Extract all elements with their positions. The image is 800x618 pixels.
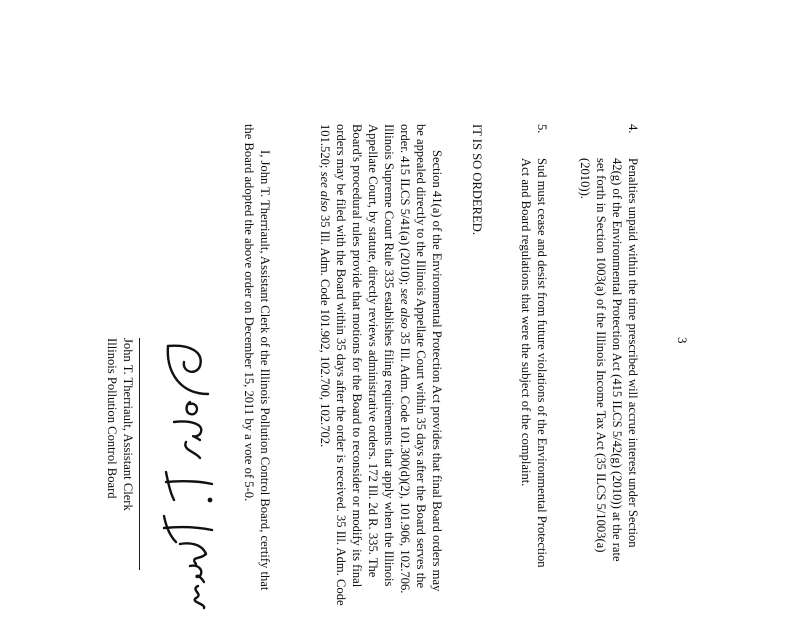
appeal-paragraph-line <box>396 124 412 593</box>
appeal-paragraph-line: Appellate Court, by statute, directly reviews administrative orders. 172 Ill. 2d R. 335. The <box>366 124 380 578</box>
page-number: 3 <box>675 337 690 344</box>
appeal-text: 35 Ill. Adm. Code 101.902, 102.700, 102.702. <box>318 211 332 448</box>
order-item-5-line: Act and Board regulations that were the subject of the complaint. <box>519 158 533 487</box>
so-ordered-heading: IT IS SO ORDERED. <box>470 124 484 236</box>
see-also-italic: see also <box>398 288 412 329</box>
appeal-text: 35 Ill. Adm. Code 101.300(d)(2), 101.906, 102.706. <box>398 328 412 594</box>
certification-line: the Board adopted the above order on December 15, 2011 by a vote of 5-0. <box>242 124 256 502</box>
appeal-paragraph-line: Illinois Supreme Court Rule 335 establishes filing requirements that apply when the Illinois <box>382 124 396 587</box>
signer-name-title: John T. Therriault, Assistant Clerk <box>121 338 135 511</box>
appeal-paragraph-line: orders may be filed with the Board within 35 days after the order is received. 35 Ill. Adm. Code <box>334 124 348 606</box>
order-item-4-line: set forth in Section 1003(a) of the Illinois Income Tax Act (35 ILCS 5/1003(a) <box>594 158 608 553</box>
appeal-text: 101.520; <box>318 124 332 172</box>
appeal-paragraph-line: Section 41(a) of the Environmental Protection Act provides that final Board orders may <box>430 150 444 592</box>
signer-organization: Illinois Pollution Control Board <box>105 338 119 499</box>
order-item-5-line: Sud must cease and desist from future violations of the Environmental Protection <box>535 158 549 568</box>
appeal-paragraph-line: Board's procedural rules provide that motions for the Board to reconsider or modify its final <box>350 124 364 588</box>
order-item-4-line: Penalties unpaid within the time prescribed will accrue interest under Section <box>626 158 640 548</box>
certification-line: I, John T. Therriault, Assistant Clerk of the Illinois Pollution Control Board, certify that <box>258 150 272 591</box>
appeal-paragraph-line <box>316 124 332 447</box>
order-item-4-number: 4. <box>626 124 640 134</box>
order-item-4-line: (2010)). <box>578 158 592 199</box>
order-item-4-line: 42(g) of the Environmental Protection Act (415 ILCS 5/42(g) (2010)) at the rate <box>610 158 624 562</box>
see-also-italic: see also <box>318 171 332 212</box>
appeal-text: order. 415 ILCS 5/41(a) (2010); <box>398 124 412 289</box>
handwritten-signature <box>160 332 220 612</box>
order-item-5-number: 5. <box>535 124 549 134</box>
appeal-paragraph-line: be appealed directly to the Illinois Appellate Court within 35 days after the Board serves the <box>414 124 428 589</box>
signature-line <box>139 338 140 570</box>
